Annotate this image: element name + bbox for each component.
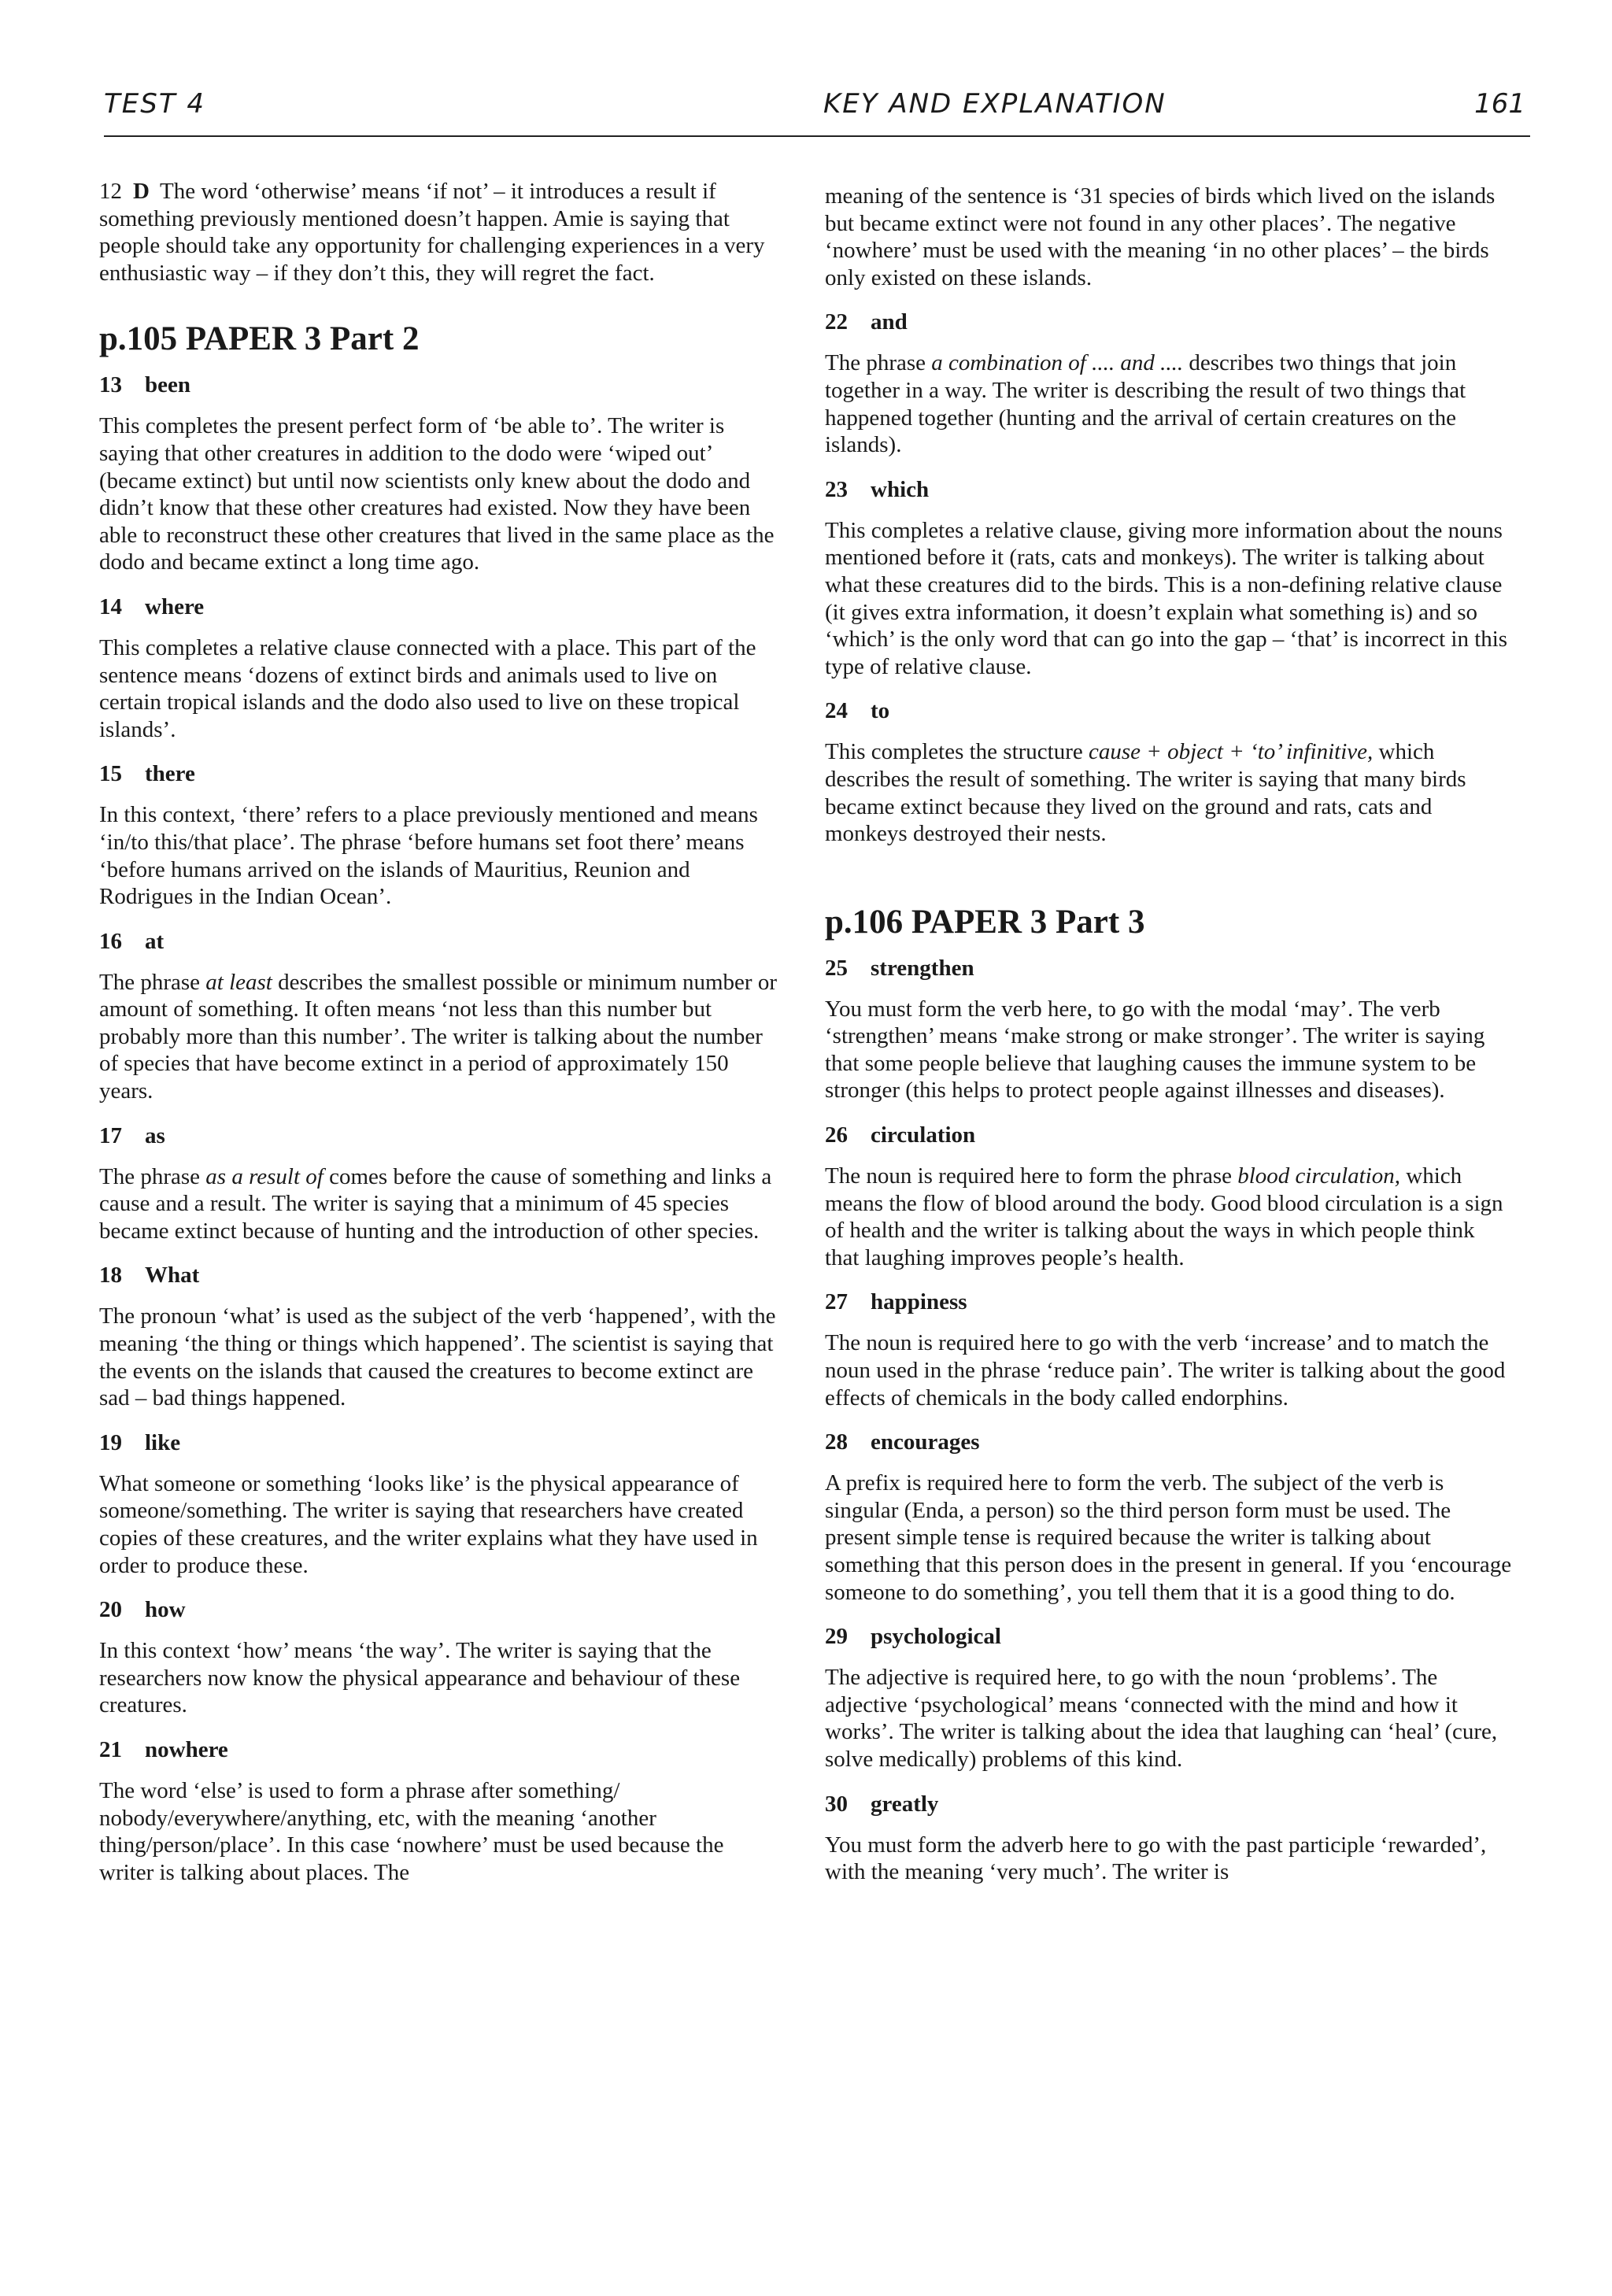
item-explanation: The phrase at least describes the smallest possible or minimum number or amount of something. It often means ‘not less than this number but probably more than this number’. The writer is talking about the number of species that have become extinct in a period of approximately 150 years. [99, 969, 777, 1104]
item-explanation: The phrase a combination of .... and .... describes two things that join together in a way. The writer is describing the result of two things that happened together (hunting and the arrival of certain creatures on the islands). [825, 350, 1466, 458]
item-head: 21 nowhere [99, 1736, 228, 1762]
item-explanation: The noun is required here to form the phrase blood circulation, which means the flow of blood around the body. Good blood circulation is a sign of health and the writer is talking about the ways in which people think that laughing improves people’s health. [825, 1163, 1503, 1270]
item-head: 30 greatly [825, 1791, 939, 1817]
item-head: 13 been [99, 372, 190, 398]
item-explanation: The pronoun ‘what’ is used as the subject of the verb ‘happened’, with the meaning ‘the thing or things which happened’. The scientist is saying that the events on the islands that caused the creatures to become extinct are sad – bad things happened. [99, 1303, 776, 1411]
item-head: 29 psychological [825, 1624, 1001, 1650]
item-explanation: This completes a relative clause, giving more information about the nouns mentioned before it (rats, cats and monkeys). The writer is talking about what these creatures did to the birds. This is a non-defining relative clause (it gives extra information, it doesn’t explain what something is) and so ‘which’ is the only word that can go into the gap – ‘that’ is incorrect in this type of relative clause. [825, 517, 1508, 679]
item-head: 19 like [99, 1429, 181, 1455]
item-head: 27 happiness [825, 1289, 967, 1315]
item-head: 22 and [825, 309, 908, 335]
item-12-answer: D [133, 179, 150, 204]
item-21-continuation: meaning of the sentence is ‘31 species of birds which lived on the islands but became extinct were not found in any other places’. The negative ‘nowhere’ must be used with the meaning ‘in no other places’ – the birds only existed on these islands. [825, 183, 1496, 290]
item-head: 18 What [99, 1263, 200, 1288]
item-head: 14 where [99, 593, 205, 619]
item-explanation: The phrase as a result of comes before the cause of something and links a cause and a result. The writer is saying that a minimum of 45 species became extinct because of hunting and the introduction of other species. [99, 1163, 772, 1244]
item-explanation: The adjective is required here, to go with the noun ‘problems’. The adjective ‘psychological’ means ‘connected with the mind and how it works’. The writer is talking about the idea that laughing can ‘heal’ (cure, solve medically) problems of this kind. [825, 1665, 1498, 1772]
item-explanation: The word ‘else’ is used to form a phrase after something/ nobody/everywhere/anything, etc, with the meaning ‘another thing/person/place’. In this case ‘nowhere’ must be used because the writer is talking about places. The [99, 1777, 724, 1885]
test-label: TEST 4 [104, 88, 206, 120]
item-head: 23 which [825, 476, 930, 502]
item-explanation: In this context ‘how’ means ‘the way’. The writer is saying that the researchers now know the physical appearance and behaviour of these creatures. [99, 1638, 741, 1718]
page-header [104, 88, 1530, 137]
item-explanation: This completes the structure cause + object + ‘to’ infinitive, which describes the result of something. The writer is saying that many birds became extinct because they lived on the ground and rats, cats and monkeys destroyed their nests. [825, 739, 1466, 847]
item-explanation: The noun is required here to go with the verb ‘increase’ and to match the noun used in the phrase ‘reduce pain’. The writer is talking about the good effects of chemicals in the body called endorphins. [825, 1330, 1506, 1411]
item-explanation: You must form the adverb here to go with the past participle ‘rewarded’, with the meaning ‘very much’. The writer is [825, 1832, 1487, 1885]
right-column [825, 183, 1514, 1903]
item-explanation: A prefix is required here to form the verb. The subject of the verb is singular (Enda, a person) so the third person form must be used. The present simple tense is required because the writer is talking about something that this person does in the present in general. If you ‘encourage someone to do something’, you tell them that it is a good thing to do. [825, 1470, 1512, 1605]
item-head: 20 how [99, 1597, 186, 1623]
item-head: 28 encourages [825, 1429, 980, 1455]
item-head: 16 at [99, 928, 165, 954]
item-explanation: This completes the present perfect form of ‘be able to’. The writer is saying that other creatures in addition to the dodo were ‘wiped out’ (became extinct) but until now scientists only knew about the dodo and didn’t know that these other creatures had existed. Now they have been able to reconstruct these other creatures that lived in the same place as the dodo and became extinct a long time ago. [99, 413, 775, 575]
item-head: 17 as [99, 1122, 165, 1148]
left-column [99, 178, 782, 1903]
item-explanation: What someone or something ‘looks like’ is the physical appearance of someone/something. The writer is saying that researchers have created copies of these creatures, and the writer explains what they have used in order to produce these. [99, 1470, 758, 1578]
item-head: 26 circulation [825, 1122, 976, 1148]
item-explanation: This completes a relative clause connected with a place. This part of the sentence means ‘dozens of extinct birds and animals used to live on certain tropical islands and the dodo also used to live on these tropical islands’. [99, 634, 756, 742]
section-label: KEY AND EXPLANATION [823, 88, 1166, 120]
section-title-paper3-part3: p.106 PAPER 3 Part 3 [825, 903, 1145, 941]
item-explanation: In this context, ‘there’ refers to a place previously mentioned and means ‘in/to this/that place’. The phrase ‘before humans set foot there’ means ‘before humans arrived on the islands of Mauritius, Reunion and Rodrigues in the Indian Ocean’. [99, 802, 758, 910]
page-number: 161 [1474, 88, 1525, 120]
section-title-paper3-part2: p.105 PAPER 3 Part 2 [99, 320, 420, 358]
item-12-number: 12 [99, 179, 122, 204]
item-12-text: The word ‘otherwise’ means ‘if not’ – it introduces a result if something previously mentioned doesn’t happen. Amie is saying that people should take any opportunity for challenging experiences in a very enthusiastic way – if they don’t this, they will regret the fact. [99, 179, 765, 286]
item-explanation: You must form the verb here, to go with the modal ‘may’. The verb ‘strengthen’ means ‘make strong or make stronger’. The writer is saying that some people believe that laughing causes the immune system to be stronger (this helps to protect people against illnesses and diseases). [825, 996, 1485, 1104]
item-12 [99, 178, 782, 287]
item-head: 25 strengthen [825, 955, 974, 981]
item-head: 15 there [99, 761, 195, 787]
item-head: 24 to [825, 698, 890, 724]
